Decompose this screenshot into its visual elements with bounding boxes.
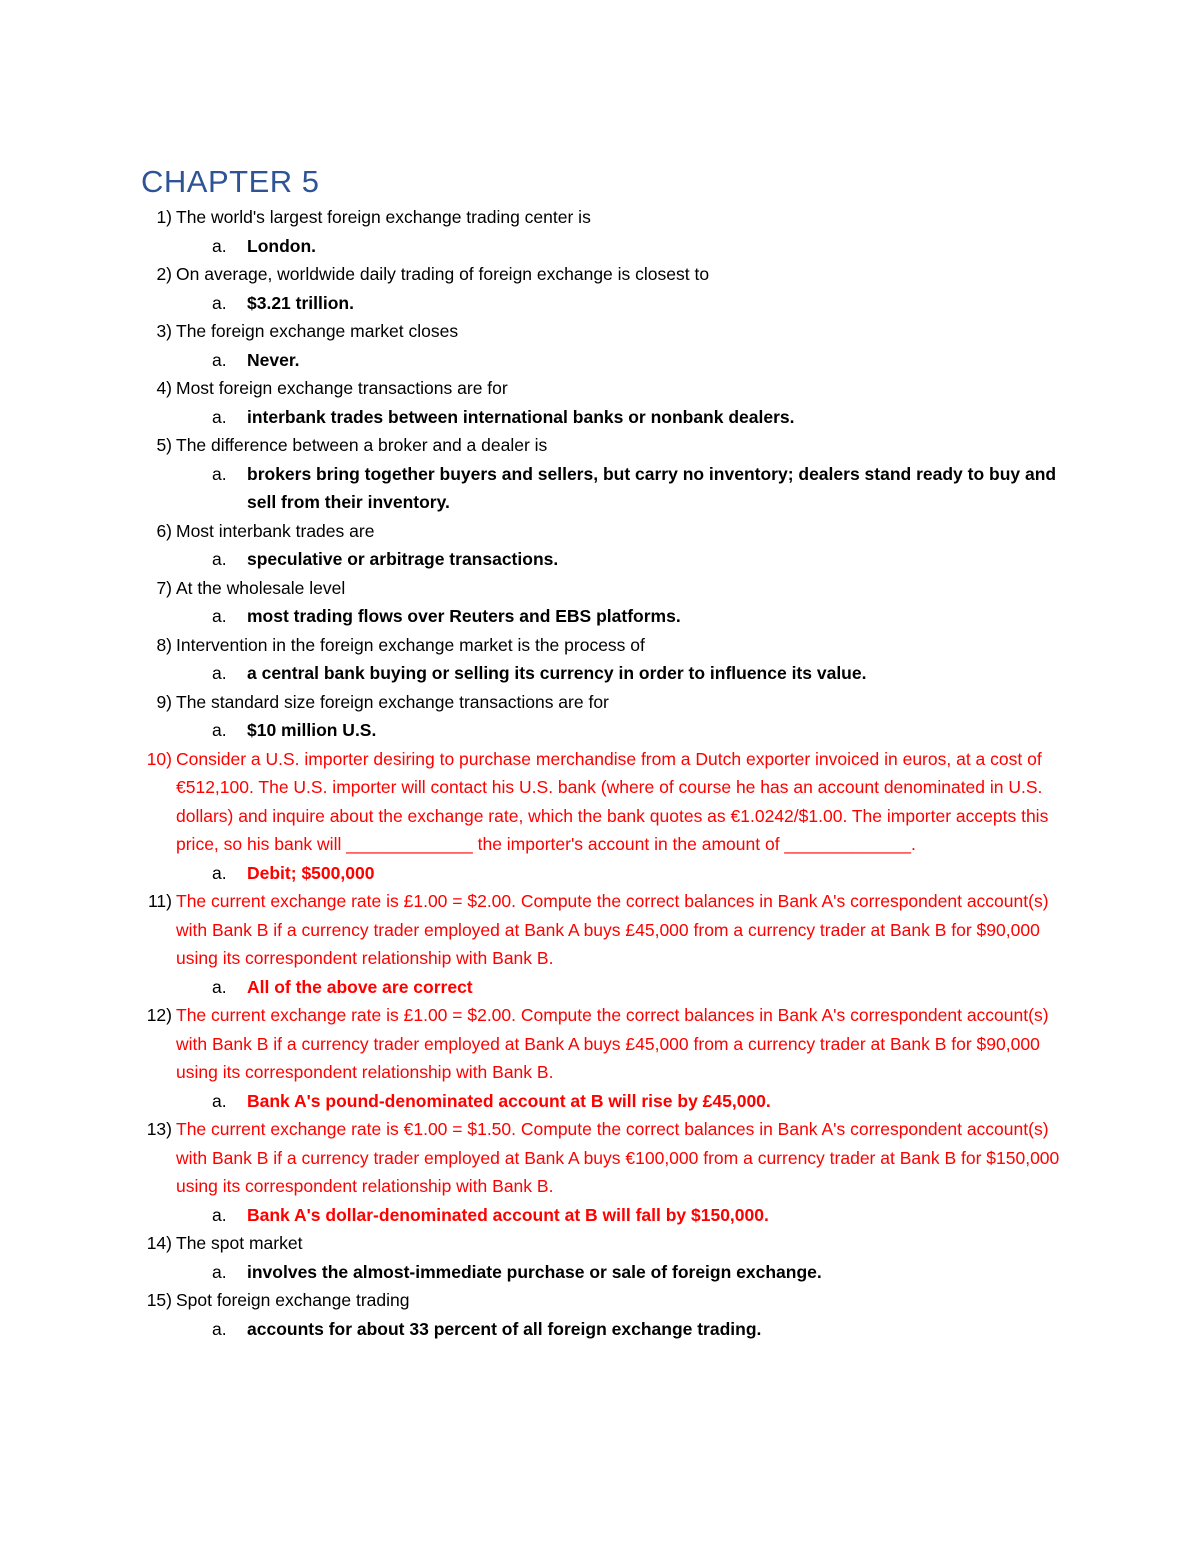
answer-letter: a. [212,406,227,427]
question-text: The difference between a broker and a dealer is [176,435,548,455]
question-number: 10) [146,748,172,769]
question-text: The spot market [176,1233,303,1253]
question-text: Most foreign exchange transactions are for [176,378,508,398]
answer-letter: a. [212,463,227,484]
question-7 [130,574,1070,603]
question-text: Consider a U.S. importer desiring to purchase merchandise from a Dutch exporter invoiced in euros, at a cost of €512,100. The U.S. importer will contact his U.S. bank (where of course he has an account denominated in U.S. dollars) and inquire about the exchange rate, which the bank quotes as €1.0242/$1.00. The importer accepts this price, so his bank will _____________ the importer's account in the amount of _____________. [176,748,1049,854]
answer-letter: a. [212,976,227,997]
question-5 [130,431,1070,460]
answer-text: speculative or arbitrage transactions. [247,549,559,569]
answer-text: Bank A's pound-denominated account at B will rise by £45,000. [247,1090,771,1111]
answer-letter: a. [212,862,227,883]
question-9 [130,688,1070,717]
question-list [130,203,1070,1343]
question-number: 5) [156,435,172,455]
answer-10 [130,859,1070,888]
question-text: Spot foreign exchange trading [176,1290,410,1310]
question-number: 12) [146,1005,172,1025]
question-8 [130,631,1070,660]
answer-letter: a. [212,1261,227,1282]
answer-text: London. [247,235,317,256]
question-4 [130,374,1070,403]
answer-13 [130,1201,1070,1230]
answer-text: involves the almost-immediate purchase or sale of foreign exchange. [247,1261,822,1282]
question-text: Most interbank trades are [176,520,375,541]
answer-1 [130,232,1070,261]
answer-letter: a. [212,720,227,740]
answer-14 [130,1258,1070,1287]
question-number: 9) [156,691,172,712]
question-12 [130,1001,1070,1087]
question-11 [130,887,1070,973]
answer-text: most trading flows over Reuters and EBS platforms. [247,606,681,626]
answer-5 [130,460,1070,517]
answer-letter: a. [212,1090,227,1111]
answer-letter: a. [212,663,227,683]
question-number: 1) [156,207,172,227]
question-number: 2) [156,264,172,284]
question-text: The current exchange rate is £1.00 = $2.00. Compute the correct balances in Bank A's correspondent account(s) with Bank B if a currency trader employed at Bank A buys £45,000 from a currency trader at Bank B for $90,000 using its correspondent relationship with Bank B. [176,891,1049,968]
answer-text: a central bank buying or selling its currency in order to influence its value. [247,663,867,683]
question-number: 13) [146,1119,172,1139]
question-1 [130,203,1070,232]
answer-8 [130,659,1070,688]
answer-7 [130,602,1070,631]
answer-text: brokers bring together buyers and sellers, but carry no inventory; dealers stand ready to buy and sell from their inventory. [247,463,1057,512]
question-2 [130,260,1070,289]
answer-letter: a. [212,235,227,256]
answer-text: All of the above are correct [247,976,473,997]
question-text: At the wholesale level [176,577,346,598]
answer-3 [130,346,1070,375]
answer-text: accounts for about 33 percent of all foreign exchange trading. [247,1318,762,1339]
question-number: 3) [156,321,172,341]
answer-letter: a. [212,292,227,313]
answer-text: $3.21 trillion. [247,292,354,313]
question-number: 14) [146,1233,172,1253]
question-number: 7) [156,577,172,598]
answer-text: $10 million U.S. [247,720,377,740]
question-text: The foreign exchange market closes [176,321,459,341]
answer-6 [130,545,1070,574]
question-text: The current exchange rate is €1.00 = $1.50. Compute the correct balances in Bank A's correspondent account(s) with Bank B if a currency trader employed at Bank A buys €100,000 from a currency trader at Bank B for $150,000 using its correspondent relationship with Bank B. [176,1119,1060,1196]
question-3 [130,317,1070,346]
answer-15 [130,1315,1070,1344]
question-6 [130,517,1070,546]
answer-11 [130,973,1070,1002]
question-text: The world's largest foreign exchange trading center is [176,207,591,227]
question-13 [130,1115,1070,1201]
question-number: 4) [156,378,172,398]
question-number: 6) [156,520,172,541]
page-title: CHAPTER 5 [141,164,320,199]
question-text: The current exchange rate is £1.00 = $2.00. Compute the correct balances in Bank A's correspondent account(s) with Bank B if a currency trader employed at Bank A buys £45,000 from a currency trader at Bank B for $90,000 using its correspondent relationship with Bank B. [176,1005,1049,1082]
question-text: The standard size foreign exchange transactions are for [176,691,609,712]
question-number: 11) [148,891,172,911]
answer-text: Debit; $500,000 [247,862,375,883]
question-text: On average, worldwide daily trading of foreign exchange is closest to [176,264,710,284]
question-number: 15) [146,1290,172,1310]
answer-letter: a. [212,606,227,626]
question-number: 8) [156,634,172,655]
answer-text: interbank trades between international banks or nonbank dealers. [247,406,795,427]
answer-letter: a. [212,1204,227,1225]
answer-letter: a. [212,349,227,370]
question-15 [130,1286,1070,1315]
answer-4 [130,403,1070,432]
answer-12 [130,1087,1070,1116]
answer-letter: a. [212,549,227,569]
question-10 [130,745,1070,859]
question-14 [130,1229,1070,1258]
answer-2 [130,289,1070,318]
question-text: Intervention in the foreign exchange market is the process of [176,634,645,655]
answer-letter: a. [212,1318,227,1339]
answer-9 [130,716,1070,745]
answer-text: Never. [247,349,300,370]
answer-text: Bank A's dollar-denominated account at B will fall by $150,000. [247,1204,769,1225]
